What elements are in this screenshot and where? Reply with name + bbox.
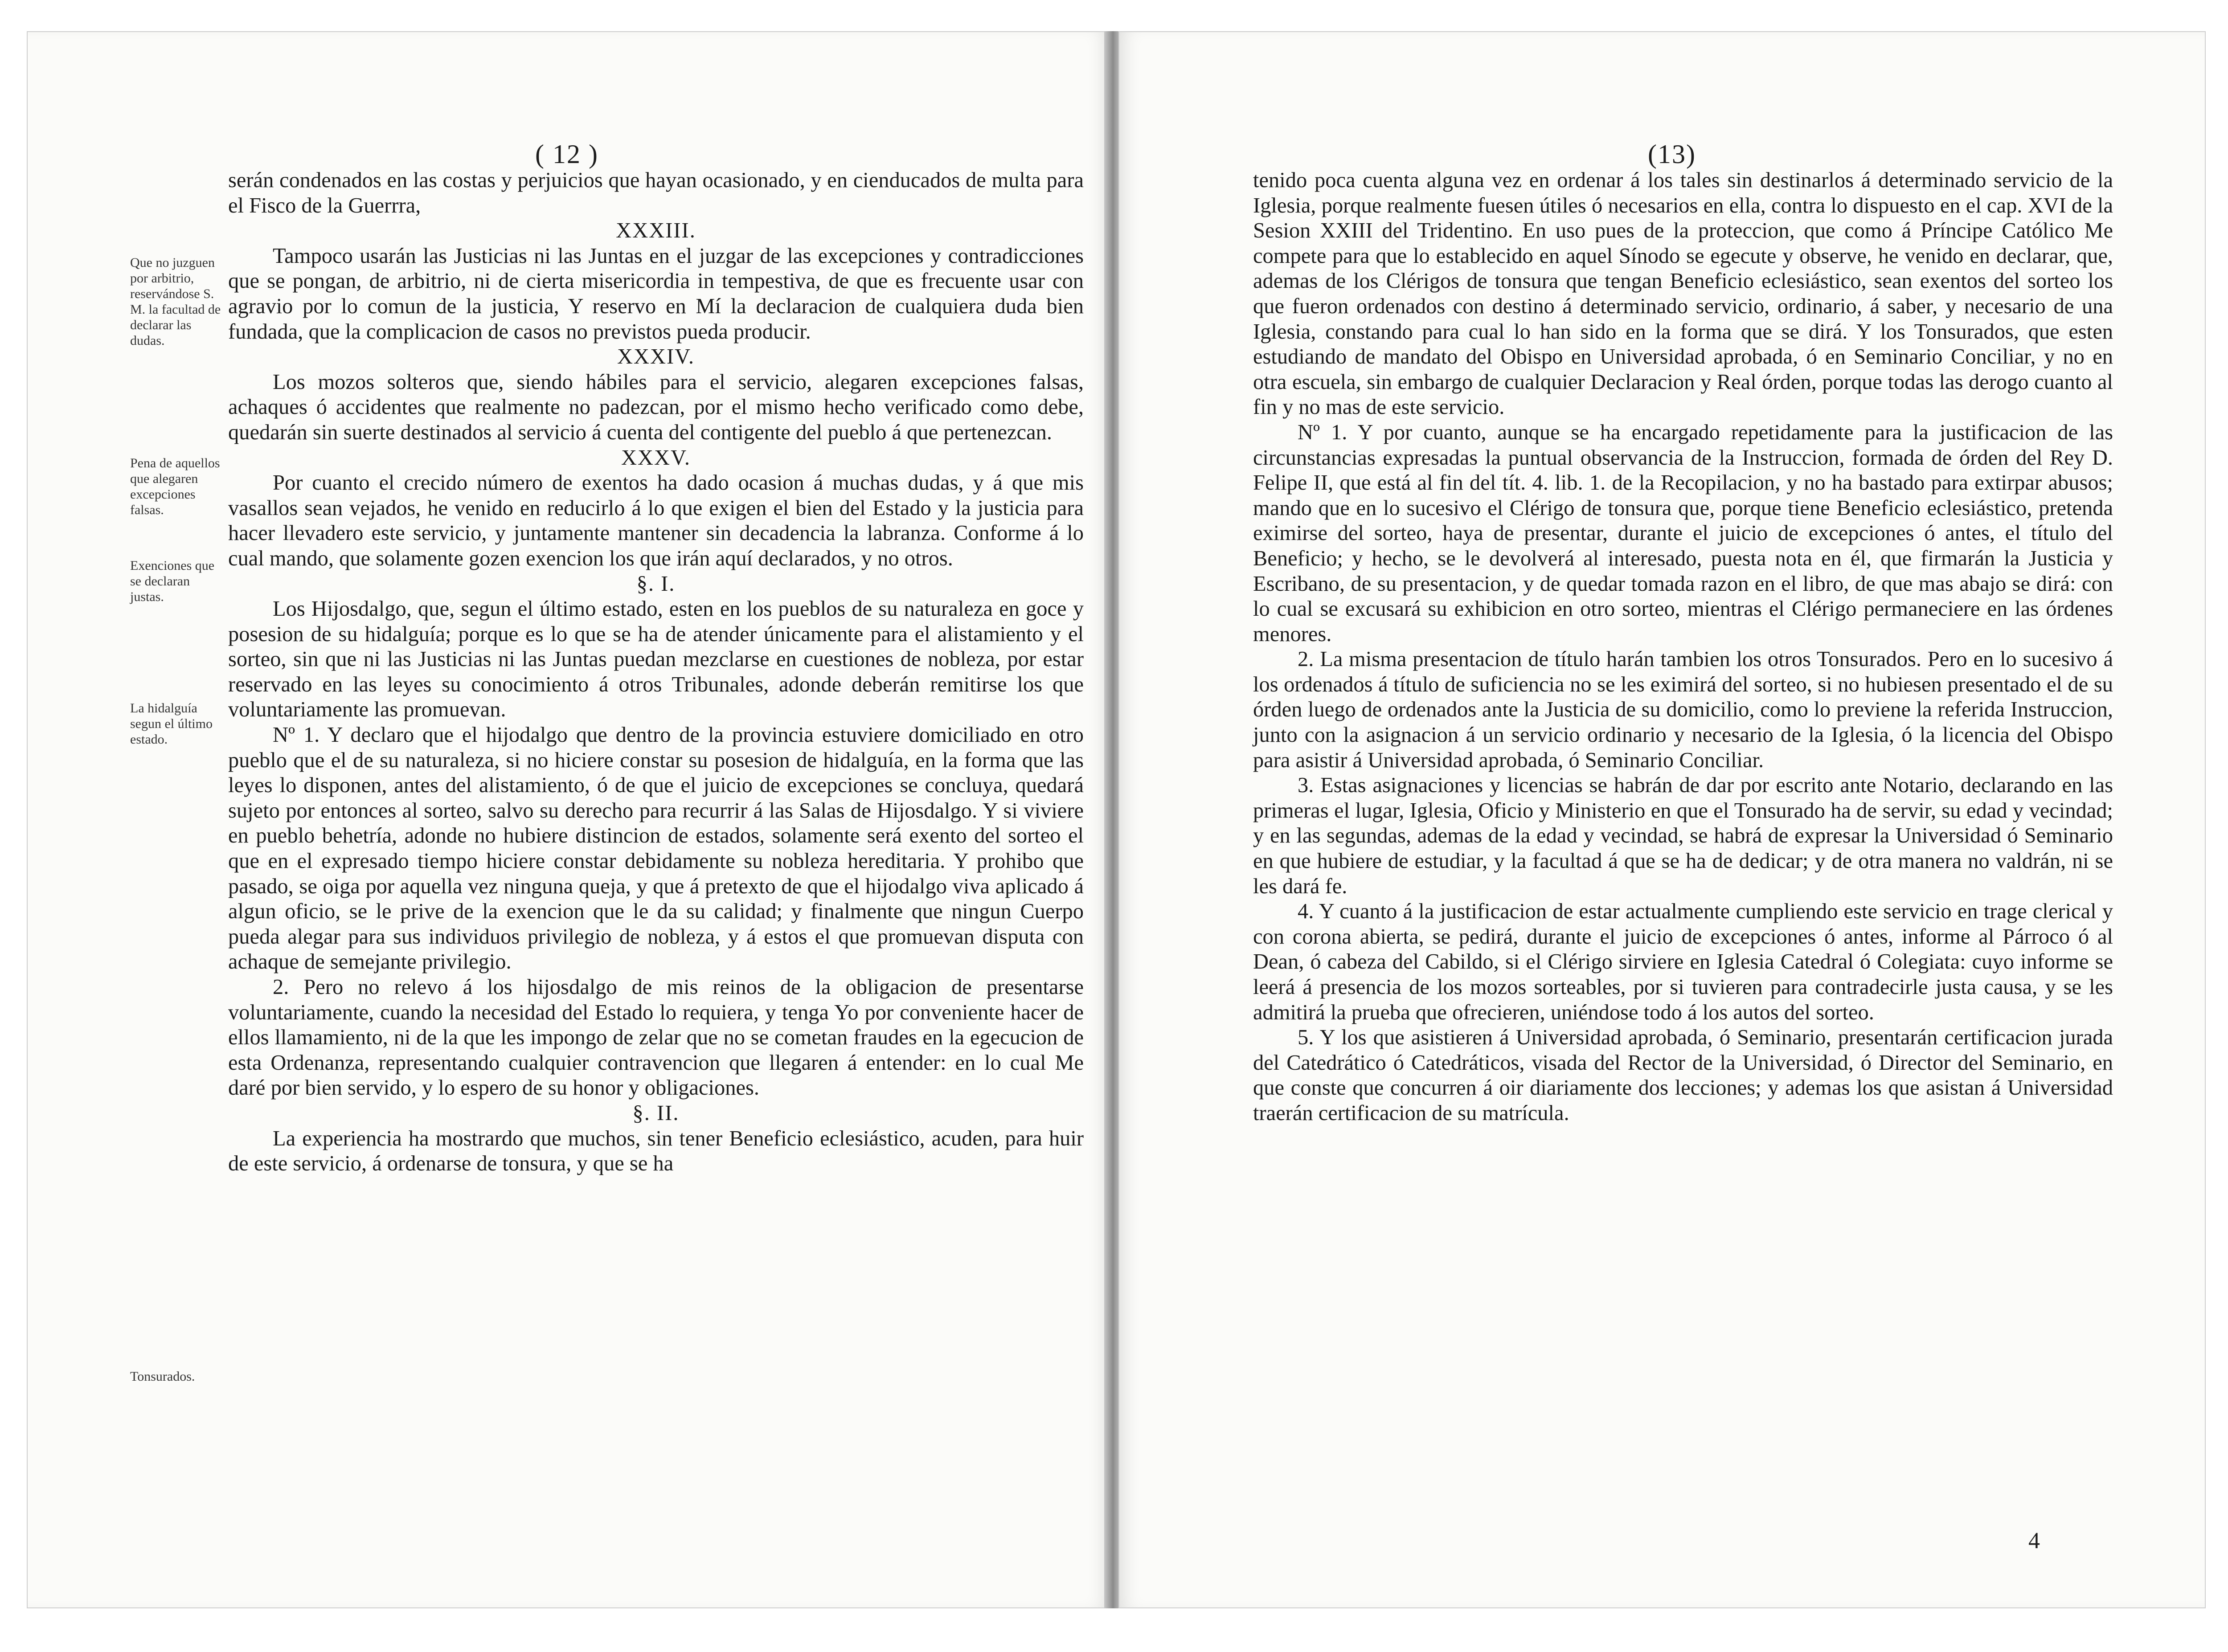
paragraph: 4. Y cuanto á la justificacion de estar actualmente cumpliendo este servicio en trage clerical y con corona abierta, se pedirá, durante el juicio de excepciones ó antes, informe al Párroco ó al Dean, ó cabeza del Cabildo, si el Clérigo sirviere en Iglesia Catedral ó Colegiata: cuyo informe se leerá á presencia de los mozos sorteables, por si tuvieren para contradecirle justa causa, y se les admitirá la prueba que ofrecieren, uniéndose todo á los autos del sorteo. <box>1253 900 2113 1024</box>
left-page <box>27 31 1110 1608</box>
left-text-column <box>228 168 1084 1177</box>
paragraph: 2. Pero no relevo á los hijosdalgo de mis reinos de la obligacion de presentarse voluntariamente, cuando la necesidad del Estado lo requiera, y tenga Yo por conveniente hacer de ellos llamamiento, ni de la que les impongo de zelar que no se cometan fraudes en la egecucion de esta Ordenanza, representando cualquier contravencion que llegaren á entender: en lo cual Me daré por bien servido, y lo espero de su honor y obligaciones. <box>228 975 1084 1100</box>
paragraph: serán condenados en las costas y perjuicios que hayan ocasionado, y en cienducados de multa para el Fisco de la Guerrra, <box>228 168 1084 217</box>
margin-note: Que no juzguen por arbitrio, reservándose S. M. la facultad de declarar las dudas. <box>130 255 221 348</box>
paragraph: Por cuanto el crecido número de exentos ha dado ocasion á muchas dudas, y á que mis vasallos sean vejados, he venido en reducirlo á lo que exigen el bien del Estado y la justicia para hacer llevadero este servicio, y juntamente mantener sin decadencia la labranza. Conforme á lo cual mando, que solamente gozen exencion los que irán aquí declarados, y no otros. <box>228 471 1084 570</box>
signature-mark: 4 <box>2028 1528 2040 1554</box>
right-text-column <box>1253 168 2113 1126</box>
page-number-right: (13) <box>1648 139 1696 169</box>
margin-note: Pena de aquellos que alegaren excepciones falsas. <box>130 456 220 517</box>
paragraph: 5. Y los que asistieren á Universidad aprobada, ó Seminario, presentarán certificacion jurada del Catedrático ó Catedráticos, visada del Rector de la Universidad, ó Director del Seminario, en que conste que concurren á oir diariamente dos lecciones; y ademas los que asistan á Universidad traerán certificacion de su matrícula. <box>1253 1026 2113 1125</box>
paragraph: La experiencia ha mostrardo que muchos, sin tener Beneficio eclesiástico, acuden, para huir de este servicio, á ordenarse de tonsura, y que se ha <box>228 1126 1084 1176</box>
paragraph: Nº 1. Y por cuanto, aunque se ha encargado repetidamente para la justificacion de las circunstancias expresadas la puntual observancia de la Instruccion, formada de órden del Rey D. Felipe II, que está al fin del tít. 4. lib. 1. de la Recopilacion, y no ha bastado para extirpar abusos; mando que en lo sucesivo el Clérigo de tonsura que, porque tiene Beneficio eclesiástico, pretenda eximirse del sorteo, haya de presentar, durante el juicio de excepciones ó antes, el título del Beneficio; y hecho, se le devolverá al interesado, puesta nota en él, que firmarán la Justicia y Escribano, de su presentacion, y de quedar tomada razon en el libro, de que mas abajo se dirá: con lo cual se excusará su exhibicion en otro sorteo, mientras el Clérigo permaneciere en las órdenes menores. <box>1253 420 2113 646</box>
paragraph: Tampoco usarán las Justicias ni las Juntas en el juzgar de las excepciones y contradicciones que se pongan, de arbitrio, ni de cierta misericordia in tempestiva, de que es frecuente usar con agravio por lo comun de la justicia, Y reservo en Mí la declaracion de cualquiera duda bien fundada, que la complicacion de casos no previstos pueda producir. <box>228 244 1084 343</box>
section-heading: §. I. <box>636 572 676 596</box>
paragraph: Los Hijosdalgo, que, segun el último estado, esten en los pueblos de su naturaleza en goce y posesion de su hidalguía; porque es lo que se ha de atender únicamente para el alistamiento y el sorteo, sin que ni las Justicias ni las Juntas puedan mezclarse en cuestiones de nobleza, por estar reservado en las leyes su conocimiento á otros Tribunales, adonde deberán remitirse los que voluntariamente las promuevan. <box>228 597 1084 722</box>
right-page <box>1118 31 2206 1608</box>
paragraph: Nº 1. Y declaro que el hijodalgo que dentro de la provincia estuviere domiciliado en otro pueblo que el de su naturaleza, si no hiciere constar su posesion de hidalguía, en la forma que las leyes lo disponen, antes del alistamiento, ó de que el juicio de excepciones se concluya, quedará sujeto por entonces al sorteo, salvo su derecho para recurrir á las Salas de Hijosdalgo. Y si viviere en pueblo behetría, adonde no hubiere distincion de estados, solamente será exento del sorteo el que en el expresado tiempo hiciere constar debidamente su nobleza hereditaria. Y prohibo que pasado, se oiga por aquella vez ninguna queja, y que á pretexto de que el hijodalgo viva aplicado á algun oficio, se le prive de la exencion que le da su calidad; y finalmente que ningun Cuerpo pueda alegar para sus individuos privilegio de nobleza, y á estos el que promuevan disputa con achaque de semejante privilegio. <box>228 723 1084 974</box>
margin-note: Tonsurados. <box>130 1369 195 1384</box>
section-heading: §. II. <box>632 1101 680 1125</box>
section-heading: XXXIV. <box>617 345 695 369</box>
paragraph: 3. Estas asignaciones y licencias se habrán de dar por escrito ante Notario, declarando en las primeras el lugar, Iglesia, Oficio y Ministerio en que el Tonsurado ha de servir, su edad y vecindad; y en las segundas, ademas de la edad y vecindad, se habrá de expresar la Universidad ó Seminario en que hubiere de estudiar, y la facultad á que se ha de dedicar; y de otra manera no valdrán, ni se les dará fe. <box>1253 773 2113 898</box>
section-heading: XXXV. <box>621 446 691 470</box>
margin-note: Exenciones que se declaran justas. <box>130 558 215 604</box>
paragraph: 2. La misma presentacion de título harán tambien los otros Tonsurados. Pero en lo sucesivo á los ordenados á título de suficiencia no se les eximirá del sorteo, si no hubiesen presentado el de su órden luego de ordenados ante la Justicia de su domicilio, como lo previene la referida Instruccion, junto con la asignacion á un servicio ordinario y necesario de la Iglesia, ó la licencia del Obispo para asistir á Universidad aprobada, ó Seminario Conciliar. <box>1253 647 2113 772</box>
page-number-left: ( 12 ) <box>535 139 598 169</box>
section-heading: XXXIII. <box>616 219 696 243</box>
margin-note: La hidalguía segun el último estado. <box>130 701 213 747</box>
paragraph: tenido poca cuenta alguna vez en ordenar á los tales sin destinarlos á determinado servicio de la Iglesia, porque realmente fuesen útiles ó necesarios en ella, contra lo dispuesto en el cap. XVI de la Sesion XXIII del Tridentino. En uso pues de la proteccion, que como á Príncipe Católico Me compete para que lo establecido en aquel Sínodo se egecute y observe, he venido en declarar, que, ademas de los Clérigos de tonsura que tengan Beneficio eclesiástico, sean exentos del sorteo los que fueron ordenados con destino á determinado servicio, ordinario, á saber, y necesario de una Iglesia, constando para cual lo han sido en la forma que se dirá. Y los Tonsurados, que esten estudiando de mandato del Obispo en Universidad aprobada, ó en Seminario Conciliar, y no en otra escuela, sin embargo de cualquier Declaracion y Real órden, porque todas las derogo cuanto al fin y no mas de este servicio. <box>1253 168 2113 419</box>
paragraph: Los mozos solteros que, siendo hábiles para el servicio, alegaren excepciones falsas, achaques ó accidentes que realmente no padezcan, por el mismo hecho verificado como debe, quedarán sin suerte destinados al servicio á cuenta del contigente del pueblo á que pertenezcan. <box>228 370 1084 444</box>
